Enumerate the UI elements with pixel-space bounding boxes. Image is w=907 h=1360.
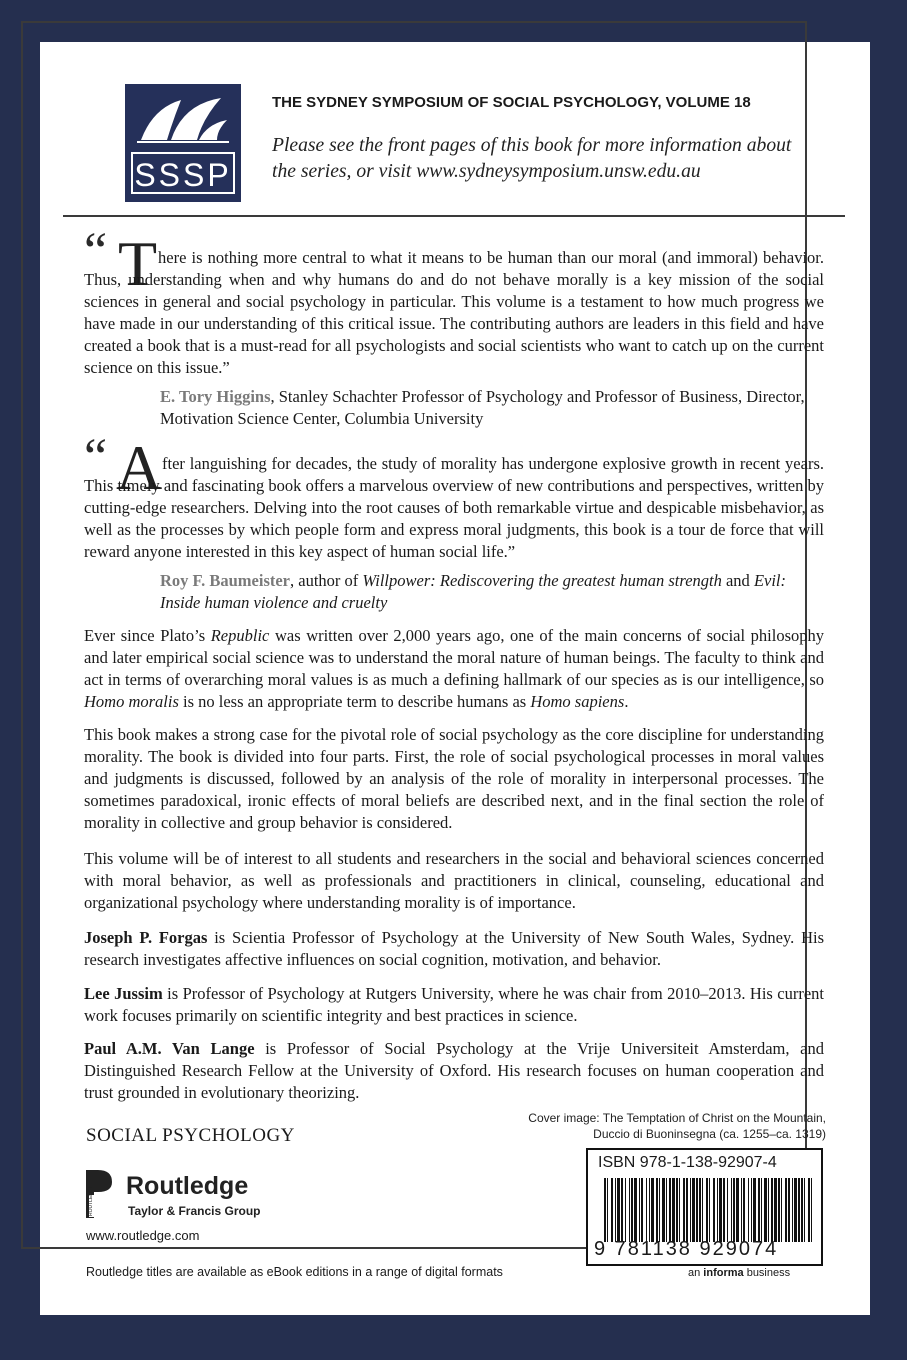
barcode-bar [731, 1178, 732, 1242]
text: Republic [210, 626, 270, 645]
attribution-higgins [160, 386, 820, 430]
barcode-bar [646, 1178, 647, 1242]
barcode-bar [611, 1178, 613, 1242]
barcode-bar [656, 1178, 658, 1242]
barcode-bar [699, 1178, 701, 1242]
barcode-bar [634, 1178, 637, 1242]
barcode-bar [617, 1178, 620, 1242]
quote-author: E. Tory Higgins [160, 387, 271, 406]
barcode-bar [629, 1178, 630, 1242]
drop-cap: T [118, 228, 158, 299]
barcode-bar [639, 1178, 640, 1242]
opera-house-icon [137, 94, 229, 144]
barcode-bar [683, 1178, 685, 1242]
quote-higgins [84, 247, 824, 379]
barcode-bar [727, 1178, 728, 1242]
barcode-bar [692, 1178, 695, 1242]
barcode-bar [672, 1178, 675, 1242]
barcode-bar [736, 1178, 739, 1242]
barcode-bar [771, 1178, 773, 1242]
barcode-bar [741, 1178, 742, 1242]
barcode-bar [761, 1178, 762, 1242]
barcode-bar [785, 1178, 787, 1242]
barcode-bar [686, 1178, 688, 1242]
book-title: Willpower: Rediscovering the greatest human strength [362, 571, 722, 590]
barcode-bar [781, 1178, 782, 1242]
barcode-bar [631, 1178, 633, 1242]
isbn-barcode [586, 1148, 823, 1266]
text: informa [703, 1267, 744, 1279]
barcode-bar [696, 1178, 698, 1242]
barcode-bar [811, 1178, 812, 1242]
barcode-bar [625, 1178, 626, 1242]
publisher-name: Routledge [126, 1172, 249, 1200]
author-bio [84, 927, 824, 971]
open-quote-mark: “ [84, 429, 108, 486]
text: an [688, 1267, 704, 1279]
series-note: Please see the front pages of this book for more information about the series, or visit www.sydneysymposium.unsw.edu.au [272, 135, 792, 182]
divider [63, 215, 845, 217]
barcode-bar [676, 1178, 678, 1242]
text: Homo sapiens [530, 692, 625, 711]
text: Francis Group [175, 1204, 261, 1218]
barcode-bar [778, 1178, 780, 1242]
drop-cap: A [116, 432, 163, 503]
subject-category: SOCIAL PSYCHOLOGY [86, 1125, 295, 1146]
publisher-group [128, 1204, 261, 1218]
barcode-bar [709, 1178, 710, 1242]
body-paragraph-1 [84, 625, 824, 713]
author-name: Lee Jussim [84, 984, 163, 1003]
text: business [743, 1267, 791, 1279]
open-quote-mark: “ [84, 223, 108, 280]
text: was written over 2,000 years ago, one of the main concerns of social philosophy and later empirical social science was to understand the moral nature of human beings. The faculty to think and act in terms of overarching moral values is as much a defining hallmark of our species as is our intelligence, so [84, 626, 824, 689]
barcode-bar [733, 1178, 735, 1242]
informa-tagline [688, 1267, 790, 1279]
quote-author: Roy F. Baumeister [160, 571, 291, 590]
text: & [166, 1204, 176, 1218]
author-bio-text: is Scientia Professor of Psychology at the University of New South Wales, Sydney. His research investigates affective influences on social cognition, motivation, and behavior. [84, 928, 824, 969]
barcode-bar [801, 1178, 803, 1242]
barcode-bar [607, 1178, 608, 1242]
barcode-bar [615, 1178, 616, 1242]
barcode-bar [651, 1178, 654, 1242]
barcode-bar [798, 1178, 800, 1242]
barcode-bar [702, 1178, 703, 1242]
quote-baumeister [84, 453, 824, 563]
body-paragraph-2: This book makes a strong case for the pivotal role of social psychology as the core discipline for understanding morality. The book is divided into four parts. First, the role of social psychological processes in moral values and judgments is discussed, followed by an analysis of the role of morality in interpersonal processes. The sometimes paradoxical, ironic effects of moral beliefs are described next, and in the final section the role of morality in collective and group behavior is considered. [84, 725, 824, 832]
barcode-bar [723, 1178, 725, 1242]
author-bio-text: is Professor of Social Psychology at the Vrije Universiteit Amsterdam, and Distinguished Research Fellow at the University of Oxford. His research focuses on human cooperation and trust grounded in evolutionary theorizing. [84, 1039, 824, 1102]
barcode-bar [758, 1178, 760, 1242]
barcode-bar [792, 1178, 793, 1242]
barcode-bar [649, 1178, 650, 1242]
text: Ever since Plato’s [84, 626, 211, 645]
barcode-bar [808, 1178, 810, 1242]
author-bio-text: is Professor of Psychology at Rutgers University, where he was chair from 2010–2013. His current work focuses primarily on scientific integrity and best practices in science. [84, 984, 825, 1025]
author-bio [84, 983, 824, 1027]
publisher-url[interactable]: www.routledge.com [86, 1228, 200, 1243]
barcode-bar [669, 1178, 671, 1242]
text: is no less an appropriate term to describe humans as [178, 692, 531, 711]
sssp-logo [125, 84, 241, 202]
logo-text: SSSP [131, 152, 235, 194]
barcode-bar [794, 1178, 797, 1242]
quote-affiliation: , Stanley Schachter Professor of Psychology and Professor of Business, Director, Motivation Science Center, Columbia University [160, 387, 805, 428]
barcode-bar [764, 1178, 767, 1242]
text: . [624, 692, 629, 711]
barcode-bar [659, 1178, 660, 1242]
cover-credit-line: Cover image: The Temptation of Christ on the Mountain, [528, 1111, 826, 1125]
quote-text: here is nothing more central to what it means to be human than our moral (and immoral) behavior. Thus, understanding when and why humans do and do not behave morally is a key mission of the social sciences in general and social psychology in particular. This volume is a testament to how much progress we have made in our understanding of this critical issue. The contributing authors are leaders in this field and have created a book that is a must-read for all psychologists and social scientists who want to catch up on the current science on this issue.” [84, 248, 824, 377]
barcode-bar [719, 1178, 722, 1242]
barcode-bar [768, 1178, 769, 1242]
barcode-bar [666, 1178, 667, 1242]
text: Taylor [128, 1204, 167, 1218]
barcode-bar [743, 1178, 745, 1242]
isbn: ISBN 978-1-138-92907-4 [598, 1154, 777, 1171]
barcode-bar [662, 1178, 665, 1242]
barcode-bar [713, 1178, 715, 1242]
barcode-bar [690, 1178, 691, 1242]
barcode-icon [604, 1178, 814, 1242]
cover-credit [480, 1110, 826, 1142]
barcode-bar [751, 1178, 752, 1242]
body-paragraph-3: This volume will be of interest to all students and researchers in the social and behavioral sciences concerned with moral behavior, as well as professionals and practitioners in clinical, counseling, educational and organizational psychology where understanding morality is of importance. [84, 849, 824, 912]
author-name: Paul A.M. Van Lange [84, 1039, 255, 1058]
barcode-digits: 9 781138 929074 [594, 1238, 779, 1260]
author-name: Joseph P. Forgas [84, 928, 208, 947]
text: Homo moralis [84, 692, 179, 711]
barcode-bar [604, 1178, 606, 1242]
routledge-logo-icon [84, 1168, 114, 1220]
barcode-bar [804, 1178, 805, 1242]
logo-wordmark: ROUTLEDGE [88, 1184, 94, 1216]
conjunction: and [721, 571, 754, 590]
barcode-bar [679, 1178, 680, 1242]
barcode-bar [706, 1178, 708, 1242]
book-title: Evil: Inside human violence and cruelty [160, 571, 787, 612]
barcode-bar [621, 1178, 623, 1242]
barcode-bar [788, 1178, 790, 1242]
series-title: THE SYDNEY SYMPOSIUM OF SOCIAL PSYCHOLOGY, VOLUME 18 [272, 94, 751, 111]
quote-affiliation: , author of [290, 571, 363, 590]
ebook-note: Routledge titles are available as eBook editions in a range of digital formats [86, 1265, 503, 1279]
attribution-baumeister [160, 570, 820, 614]
cover-credit-line: Duccio di Buoninsegna (ca. 1255–ca. 1319) [593, 1127, 826, 1141]
barcode-bar [753, 1178, 756, 1242]
barcode-bar [774, 1178, 777, 1242]
quote-text: fter languishing for decades, the study of morality has undergone explosive growth in recent years. This timely and fascinating book offers a marvelous overview of new contributions and perspectives, written by cutting-edge researchers. Delving into the root causes of both remarkable virtue and despicable misbehavior, as well as the processes by which people form and express moral judgments, this book is a tour de force that will reward anyone interested in this key aspect of human social life.” [84, 454, 824, 561]
barcode-bar [748, 1178, 749, 1242]
barcode-bar [717, 1178, 718, 1242]
barcode-bar [641, 1178, 643, 1242]
author-bio [84, 1038, 824, 1104]
